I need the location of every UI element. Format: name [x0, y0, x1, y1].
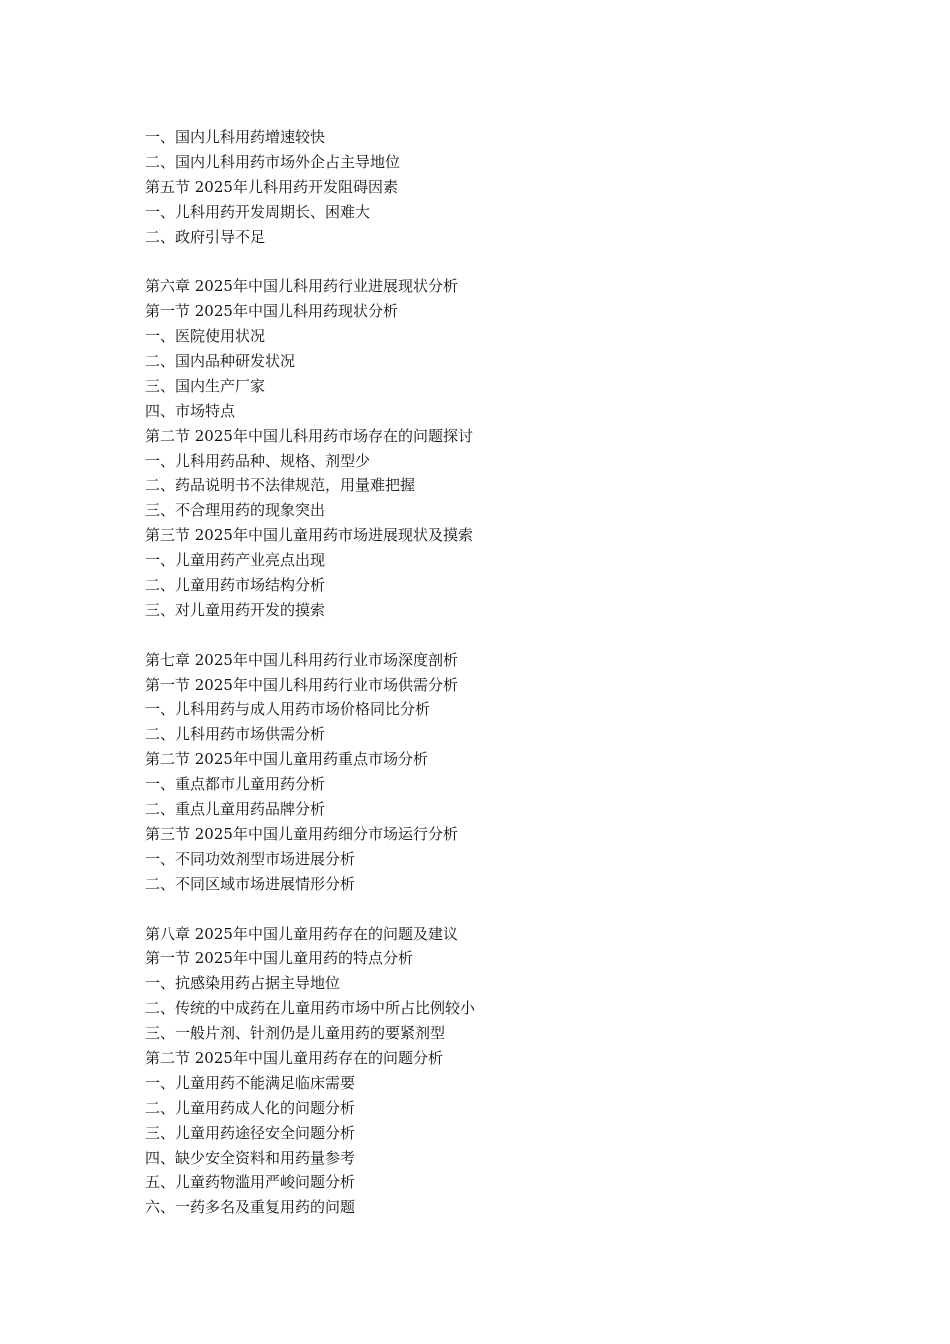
toc-line: 二、儿科用药市场供需分析	[145, 725, 326, 744]
toc-line: 一、重点都市儿童用药分析	[145, 775, 326, 794]
toc-chapter: 第八章 2025年中国儿童用药存在的问题及建议	[145, 924, 458, 943]
toc-line: 二、儿童用药市场结构分析	[145, 576, 326, 595]
toc-section: 第二节 2025年中国儿童用药重点市场分析	[145, 750, 428, 769]
toc-line: 六、一药多名及重复用药的问题	[145, 1198, 356, 1217]
toc-line: 一、儿科用药开发周期长、困难大	[145, 202, 371, 221]
toc-section: 第一节 2025年中国儿童用药的特点分析	[145, 949, 413, 968]
toc-section: 第三节 2025年中国儿童用药细分市场运行分析	[145, 824, 458, 843]
toc-line: 三、一般片剂、针剂仍是儿童用药的要紧剂型	[145, 1024, 446, 1043]
toc-line: 五、儿童药物滥用严峻问题分析	[145, 1173, 356, 1192]
toc-line: 二、国内儿科用药市场外企占主导地位	[145, 152, 401, 171]
toc-line: 二、不同区域市场进展情形分析	[145, 874, 356, 893]
toc-line: 四、缺少安全资料和用药量参考	[145, 1148, 356, 1167]
toc-line: 三、国内生产厂家	[145, 376, 266, 395]
blank-line	[145, 623, 845, 648]
document-page	[145, 125, 845, 1220]
toc-section: 第二节 2025年中国儿童用药存在的问题分析	[145, 1048, 443, 1067]
toc-line: 一、抗感染用药占据主导地位	[145, 974, 341, 993]
toc-line: 一、医院使用状况	[145, 327, 266, 346]
toc-chapter: 第七章 2025年中国儿科用药行业市场深度剖析	[145, 650, 458, 669]
toc-line: 三、儿童用药途径安全问题分析	[145, 1123, 356, 1142]
toc-line: 三、对儿童用药开发的摸索	[145, 600, 326, 619]
toc-line: 四、市场特点	[145, 401, 236, 420]
toc-chapter: 第六章 2025年中国儿科用药行业进展现状分析	[145, 277, 458, 296]
toc-line: 二、国内品种研发状况	[145, 352, 296, 371]
toc-section: 第五节 2025年儿科用药开发阻碍因素	[145, 177, 398, 196]
toc-line: 一、儿童用药不能满足临床需要	[145, 1073, 356, 1092]
toc-section: 第一节 2025年中国儿科用药现状分析	[145, 302, 398, 321]
toc-line: 一、儿科用药品种、规格、剂型少	[145, 451, 371, 470]
toc-line: 二、重点儿童用药品牌分析	[145, 800, 326, 819]
toc-line: 二、儿童用药成人化的问题分析	[145, 1098, 356, 1117]
toc-line: 一、国内儿科用药增速较快	[145, 128, 326, 146]
blank-line	[145, 897, 845, 922]
toc-section: 第三节 2025年中国儿童用药市场进展现状及摸索	[145, 526, 473, 545]
toc-line: 三、不合理用药的现象突出	[145, 501, 326, 520]
toc-line: 一、不同功效剂型市场进展分析	[145, 849, 356, 868]
toc-line: 一、儿科用药与成人用药市场价格同比分析	[145, 700, 431, 719]
blank-line	[145, 249, 845, 274]
toc-section: 第一节 2025年中国儿科用药行业市场供需分析	[145, 675, 458, 694]
toc-line: 二、传统的中成药在儿童用药市场中所占比例较小	[145, 999, 476, 1018]
toc-line: 一、儿童用药产业亮点出现	[145, 551, 326, 570]
toc-line: 二、药品说明书不法律规范，用量难把握	[145, 476, 416, 495]
toc-line: 二、政府引导不足	[145, 227, 266, 246]
toc-section: 第二节 2025年中国儿科用药市场存在的问题探讨	[145, 426, 473, 445]
